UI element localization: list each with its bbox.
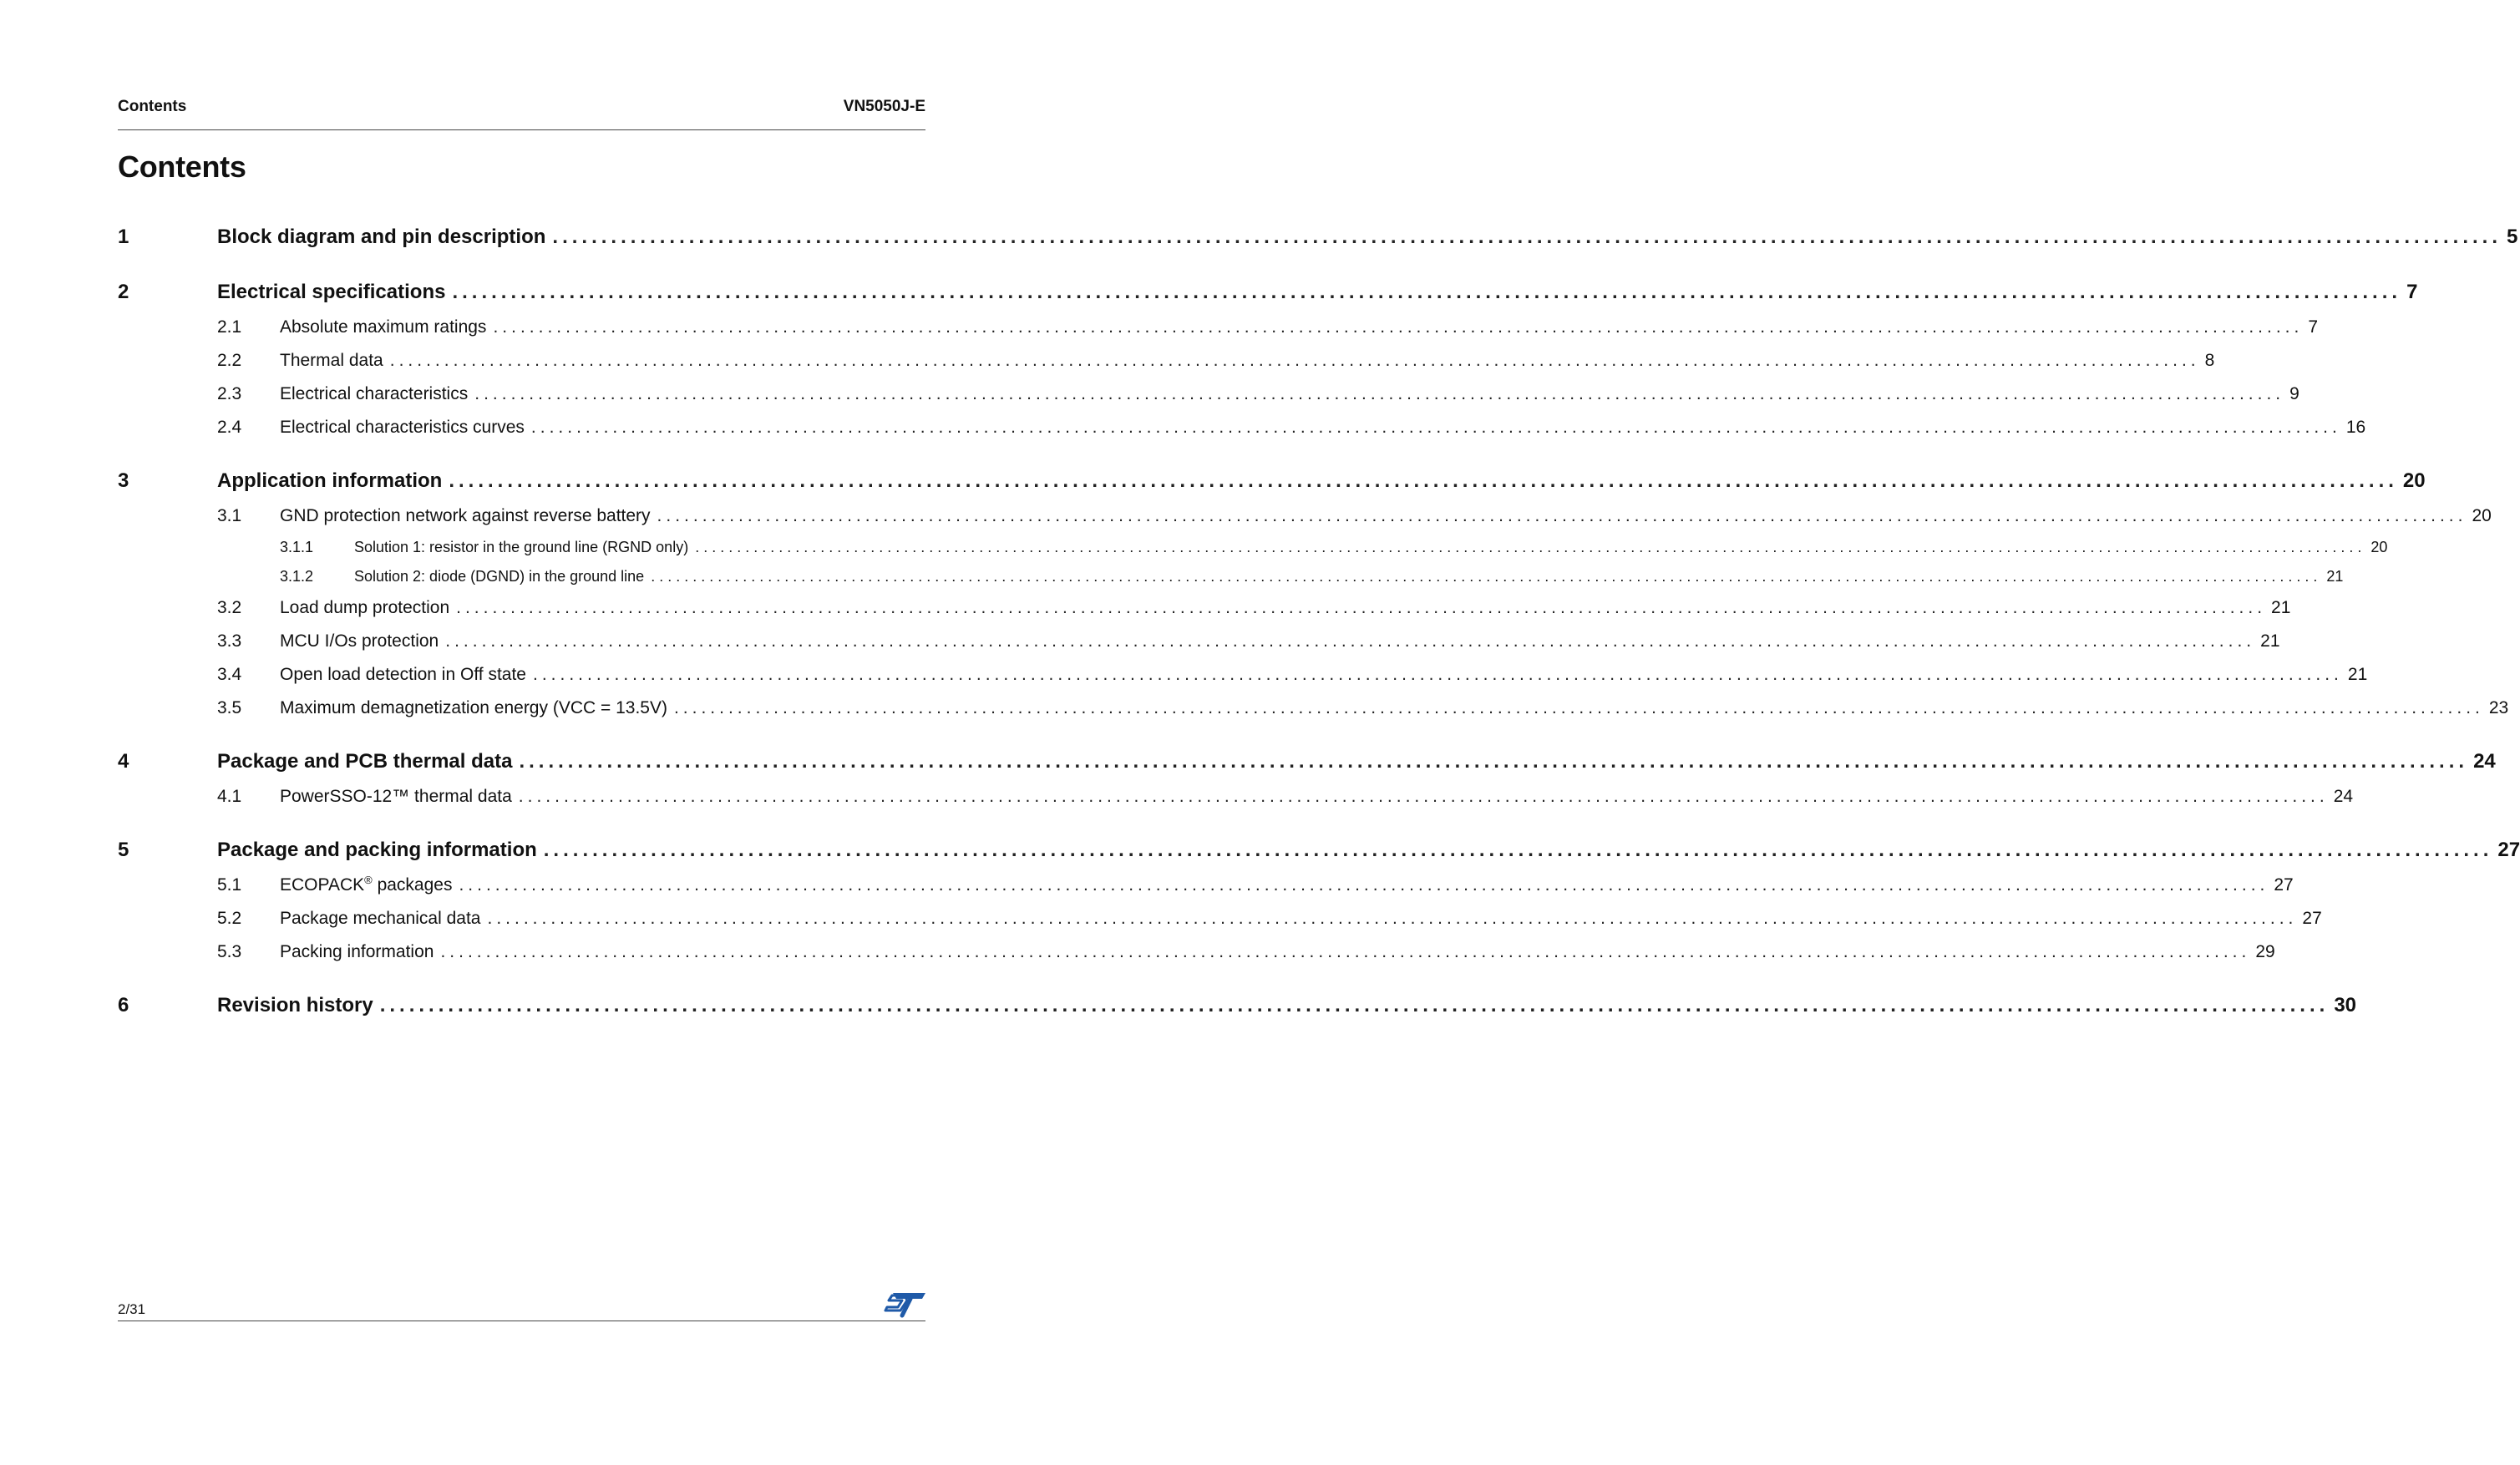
toc-entry-number: 3.1.2 [280, 568, 314, 585]
toc-leader-dots: ........................................................................................................................................................................................................ [695, 539, 2366, 555]
toc-entry-title: Revision history [217, 994, 373, 1016]
toc-entry-number: 2.1 [217, 317, 242, 337]
toc-entry-number: 4 [118, 750, 129, 773]
toc-entry-title: Package mechanical data [280, 909, 481, 928]
toc-entry-page: 30 [2334, 994, 2357, 1016]
toc-entry-page: 21 [2260, 631, 2280, 651]
toc-entry-title: Load dump protection [280, 598, 450, 617]
toc-leader-dots: ........................................................................................................................................................................................................ [379, 994, 2330, 1016]
toc-entry-title: Solution 2: diode (DGND) in the ground line [354, 568, 645, 585]
toc-entry[interactable] [118, 750, 2496, 777]
toc-entry-title: Electrical characteristics curves [280, 418, 525, 437]
toc-entry-page: 20 [2370, 539, 2388, 555]
table-of-contents [118, 226, 2520, 1021]
page-title: Contents [118, 150, 246, 184]
toc-entry-page: 8 [2204, 351, 2215, 370]
toc-entry-number: 2.3 [217, 384, 242, 403]
toc-entry-page: 27 [2302, 909, 2322, 928]
toc-entry-page: 24 [2333, 787, 2354, 806]
toc-entry-number: 3 [118, 469, 129, 492]
toc-entry-page: 23 [2488, 698, 2509, 717]
header-doc-id: VN5050J-E [843, 98, 925, 115]
toc-entry[interactable] [118, 874, 2294, 899]
toc-leader-dots: ........................................................................................................................................................................................................ [440, 942, 2251, 961]
toc-entry[interactable] [118, 351, 2215, 374]
toc-entry[interactable] [118, 469, 2426, 496]
toc-entry-title: Packing information [280, 942, 434, 961]
toc-leader-dots: ........................................................................................................................................................................................................ [530, 418, 2341, 437]
toc-entry-number: 4.1 [217, 787, 242, 806]
toc-entry[interactable] [118, 317, 2319, 341]
toc-entry-title: Absolute maximum ratings [280, 317, 487, 337]
toc-entry[interactable] [118, 698, 2509, 722]
toc-entry-title: Open load detection in Off state [280, 665, 526, 684]
toc-entry-page: 20 [2402, 469, 2426, 492]
toc-entry-number: 5 [118, 839, 129, 861]
toc-entry-page: 16 [2345, 418, 2366, 437]
toc-entry-number: 2.2 [217, 351, 242, 370]
toc-entry-title: Thermal data [280, 351, 383, 370]
toc-leader-dots: ........................................................................................................................................................................................................ [456, 598, 2267, 617]
toc-leader-dots: ........................................................................................................................................................................................................ [449, 469, 2398, 492]
toc-entry-page: 27 [2274, 875, 2294, 895]
toc-entry-title: MCU I/Os protection [280, 631, 439, 651]
toc-entry-title: Electrical specifications [217, 281, 446, 303]
toc-entry[interactable] [118, 994, 2357, 1021]
toc-leader-dots: ........................................................................................................................................................................................................ [445, 631, 2256, 651]
toc-leader-dots: ........................................................................................................................................................................................................ [657, 506, 2467, 525]
toc-entry-title: PowerSSO-12™ thermal data [280, 787, 512, 806]
toc-entry-page: 21 [2326, 568, 2344, 585]
page-number: 2/31 [118, 1301, 146, 1317]
toc-leader-dots: ........................................................................................................................................................................................................ [487, 909, 2298, 928]
header-divider [118, 129, 925, 130]
toc-entry[interactable] [118, 418, 2366, 441]
toc-entry[interactable] [118, 598, 2291, 621]
toc-entry-title: Electrical characteristics [280, 384, 469, 403]
toc-leader-dots: ........................................................................................................................................................................................................ [519, 750, 2469, 773]
toc-entry-page: 20 [2472, 506, 2492, 525]
toc-leader-dots: ........................................................................................................................................................................................................ [673, 698, 2484, 717]
toc-entry-title: GND protection network against reverse battery [280, 506, 651, 525]
registered-mark: ® [364, 874, 373, 886]
header-section: Contents [118, 98, 187, 115]
toc-entry[interactable] [118, 631, 2280, 655]
toc-entry-page: 7 [2308, 317, 2319, 337]
toc-entry-number: 2.4 [217, 418, 242, 437]
toc-entry-page: 21 [2271, 598, 2291, 617]
toc-entry[interactable] [118, 539, 2388, 559]
toc-entry[interactable] [118, 665, 2368, 688]
toc-entry[interactable] [118, 384, 2299, 408]
toc-entry-title: Application information [217, 469, 443, 492]
toc-entry-number: 5.1 [217, 875, 242, 895]
toc-entry-number: 3.5 [217, 698, 242, 717]
toc-leader-dots: ........................................................................................................................................................................................................ [552, 226, 2502, 248]
toc-entry-page: 5 [2507, 226, 2518, 248]
toc-entry-title: Package and PCB thermal data [217, 750, 513, 773]
toc-leader-dots: ........................................................................................................................................................................................................ [651, 568, 2322, 585]
toc-leader-dots: ........................................................................................................................................................................................................ [389, 351, 2200, 370]
toc-entry[interactable] [118, 568, 2344, 588]
toc-leader-dots: ........................................................................................................................................................................................................ [459, 875, 2269, 895]
running-header [118, 99, 925, 114]
toc-entry-number: 3.3 [217, 631, 242, 651]
toc-entry-title: ECOPACK® packages [280, 874, 453, 895]
toc-entry-number: 3.2 [217, 598, 242, 617]
toc-entry-page: 7 [2406, 281, 2418, 303]
toc-entry-number: 5.2 [217, 909, 242, 928]
toc-leader-dots: ........................................................................................................................................................................................................ [543, 839, 2493, 861]
toc-entry-page: 9 [2289, 384, 2299, 403]
toc-entry-number: 2 [118, 281, 129, 303]
toc-entry-number: 5.3 [217, 942, 242, 961]
toc-entry-title: Block diagram and pin description [217, 226, 546, 248]
toc-entry-number: 1 [118, 226, 129, 248]
toc-entry-title: Package and packing information [217, 839, 537, 861]
toc-leader-dots: ........................................................................................................................................................................................................ [532, 665, 2343, 684]
toc-leader-dots: ........................................................................................................................................................................................................ [493, 317, 2304, 337]
toc-leader-dots: ........................................................................................................................................................................................................ [452, 281, 2402, 303]
toc-entry[interactable] [118, 787, 2354, 810]
toc-entry-number: 6 [118, 994, 129, 1016]
toc-entry[interactable] [118, 226, 2518, 252]
toc-entry-title: Solution 1: resistor in the ground line (RGND only) [354, 539, 689, 555]
toc-entry-page: 21 [2347, 665, 2368, 684]
toc-entry-number: 3.4 [217, 665, 242, 684]
toc-entry-number: 3.1 [217, 506, 242, 525]
toc-leader-dots: ........................................................................................................................................................................................................ [474, 384, 2285, 403]
toc-entry-page: 24 [2473, 750, 2496, 773]
toc-entry[interactable] [118, 909, 2322, 932]
toc-entry[interactable] [118, 281, 2418, 307]
toc-entry[interactable] [118, 839, 2520, 865]
toc-leader-dots: ........................................................................................................................................................................................................ [518, 787, 2329, 806]
toc-entry-title: Maximum demagnetization energy (VCC = 13.5V) [280, 698, 667, 717]
st-logo-icon [885, 1293, 925, 1318]
toc-entry[interactable] [118, 942, 2275, 966]
toc-entry-page: 27 [2497, 839, 2520, 861]
toc-entry-number: 3.1.1 [280, 539, 314, 555]
toc-entry[interactable] [118, 506, 2492, 530]
toc-entry-page: 29 [2255, 942, 2275, 961]
